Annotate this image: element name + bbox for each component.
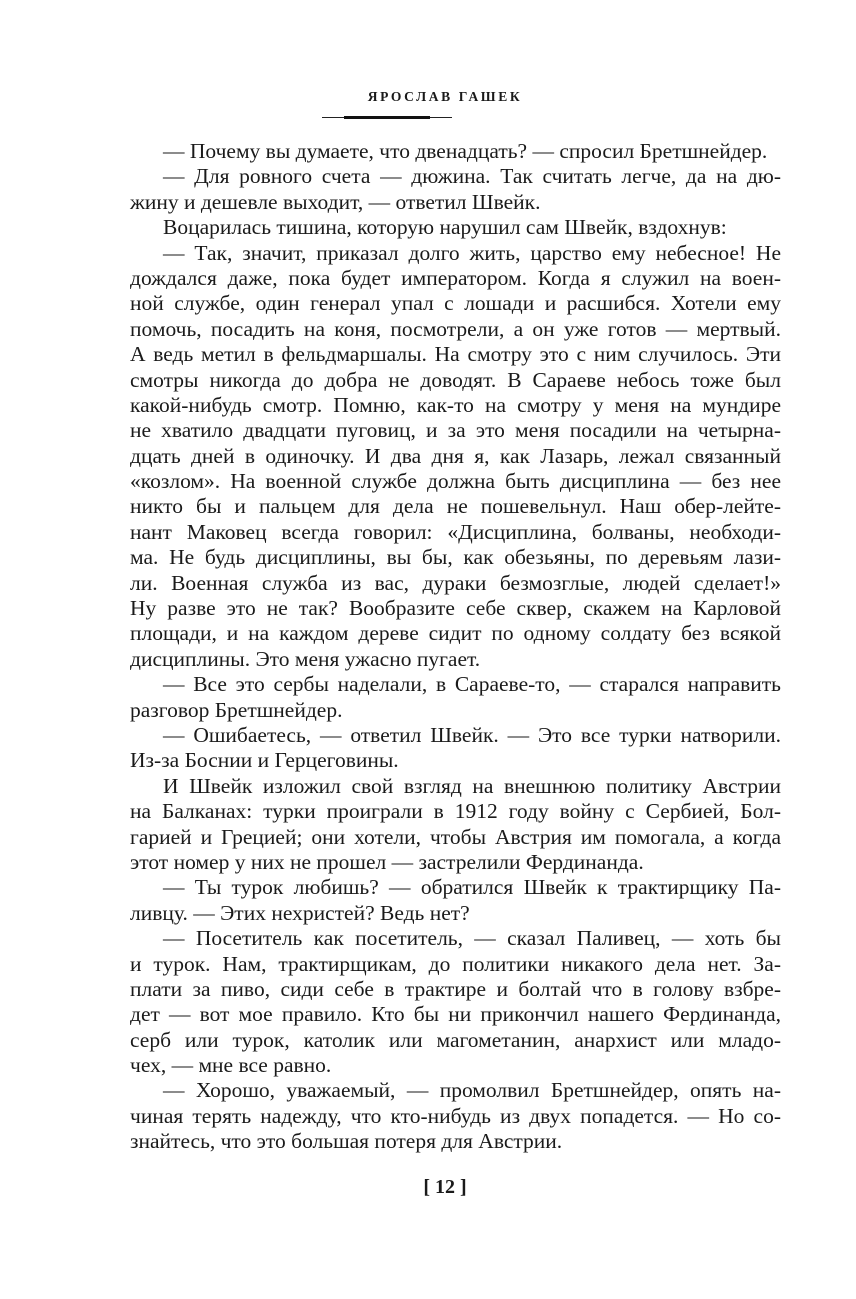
paragraph — [130, 774, 781, 876]
paragraph — [130, 926, 781, 1078]
text-line: ной службе, один генерал упал с лошади и расшибся. Хотели ему — [130, 291, 781, 316]
text-line: — Ошибаетесь, — ответил Швейк. — Это все турки натворили. — [163, 722, 781, 747]
text-line: смотры никогда до добра не доводят. В Сараеве небось тоже был — [130, 367, 781, 392]
text-line: Воцарилась тишина, которую нарушил сам Швейк, вздохнув: — [163, 215, 727, 240]
text-line: чех, — мне все равно. — [130, 1053, 332, 1078]
text-line: ма. Не будь дисциплины, вы бы, как обезьяны, по деревьям лази- — [130, 545, 781, 570]
text-line: помочь, посадить на коня, посмотрели, а он уже готов — мертвый. — [130, 316, 781, 341]
text-line: — Хорошо, уважаемый, — промолвил Бретшнейдер, опять на- — [163, 1078, 781, 1103]
text-line: дисциплины. Это меня ужасно пугает. — [130, 646, 481, 671]
text-line: плати за пиво, сиди себе в трактире и болтай что в голову взбре- — [130, 976, 781, 1001]
text-line: Из-за Боснии и Герцеговины. — [130, 748, 399, 773]
paragraph — [130, 164, 781, 215]
text-line: на Балканах: турки проиграли в 1912 году войну с Сербией, Бол- — [130, 799, 781, 824]
text-line: нант Маковец всегда говорил: «Дисциплина, болваны, необходи- — [130, 519, 781, 544]
text-line: серб или турок, католик или магометанин, анархист или младо- — [130, 1027, 781, 1052]
text-line: И Швейк изложил свой взгляд на внешнюю политику Австрии — [163, 773, 781, 798]
text-line: ливцу. — Этих нехристей? Ведь нет? — [130, 900, 470, 925]
running-head: ЯРОСЛАВ ГАШЕК — [367, 89, 523, 104]
text-line: какой-нибудь смотр. Помню, как-то на смотру у меня на мундире — [130, 392, 781, 417]
text-line: ли. Военная служба из вас, дураки безмозглые, людей сделает!» — [130, 570, 781, 595]
header-rule-accent — [344, 116, 430, 119]
text-line: не хватило двадцати пуговиц, и за это меня посадили на четырна- — [130, 418, 781, 443]
text-line: — Посетитель как посетитель, — сказал Паливец, — хоть бы — [163, 926, 781, 951]
text-line: — Все это сербы наделали, в Сараеве-то, — старался направить — [163, 672, 781, 697]
text-line: дождался даже, пока будет императором. Когда я служил на воен- — [130, 265, 781, 290]
page-number: [ 12 ] — [423, 1176, 467, 1198]
text-line: — Так, значит, приказал долго жить, царство ему небесное! Не — [163, 240, 781, 265]
text-line: — Ты турок любишь? — обратился Швейк к трактирщику Па- — [163, 875, 781, 900]
paragraph — [130, 672, 781, 723]
paragraph — [130, 215, 781, 240]
body-text — [130, 139, 781, 1155]
text-line: — Почему вы думаете, что двенадцать? — спросил Бретшнейдер. — [163, 139, 768, 163]
text-line: дет — вот мое правило. Кто бы ни прикончил нашего Фердинанда, — [130, 1002, 781, 1027]
paragraph — [130, 241, 781, 673]
paragraph — [130, 723, 781, 774]
text-line: «козлом». На военной службе должна быть дисциплина — без нее — [130, 469, 781, 494]
text-line: Ну разве это не так? Вообразите себе сквер, скажем на Карловой — [130, 596, 781, 621]
text-line: никто бы и пальцем для дела не пошевельнул. Наш обер-лейте- — [130, 494, 781, 519]
text-line: разговор Бретшнейдер. — [130, 697, 343, 722]
text-line: знайтесь, что это большая потеря для Австрии. — [130, 1129, 563, 1154]
text-line: чиная терять надежду, что кто-нибудь из двух попадется. — Но со- — [130, 1103, 781, 1128]
text-line: и турок. Нам, трактирщикам, до политики никакого дела нет. За- — [130, 951, 781, 976]
text-line: площади, и на каждом дереве сидит по одному солдату без всякой — [130, 621, 781, 646]
text-line: — Для ровного счета — дюжина. Так считать легче, да на дю- — [163, 164, 781, 189]
text-line: жину и дешевле выходит, — ответил Швейк. — [130, 189, 541, 214]
text-line: дцать дней в одиночку. И два дня я, как Лазарь, лежал связанный — [130, 443, 781, 468]
paragraph — [130, 139, 781, 164]
paragraph — [130, 1078, 781, 1154]
text-line: гарией и Грецией; они хотели, чтобы Австрия им помогала, а когда — [130, 824, 781, 849]
text-line: этот номер у них не прошел — застрелили Фердинанда. — [130, 849, 644, 874]
text-line: А ведь метил в фельдмаршалы. На смотру это с ним случилось. Эти — [130, 342, 781, 367]
paragraph — [130, 875, 781, 926]
